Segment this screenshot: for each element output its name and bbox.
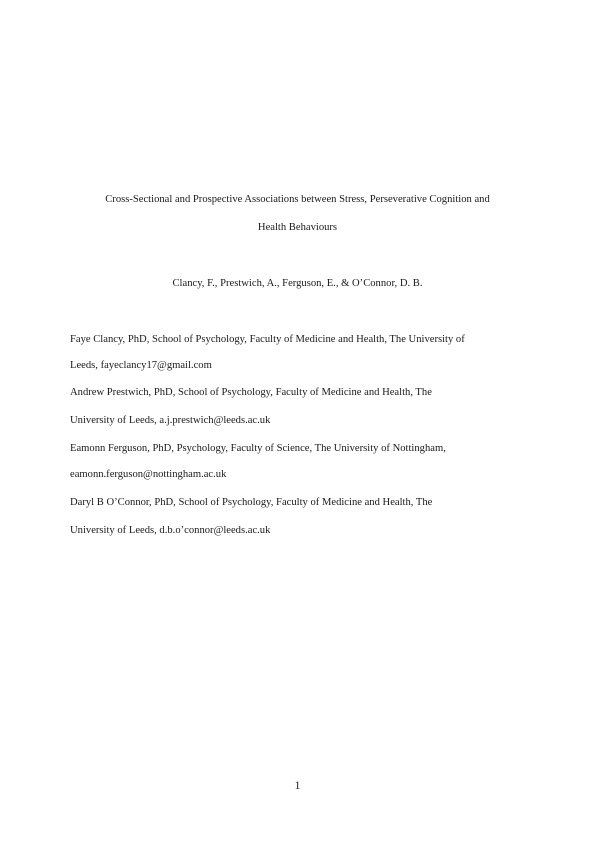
affiliation-2-line-1: Andrew Prestwich, PhD, School of Psychology, Faculty of Medicine and Health, The [70, 387, 432, 398]
page-number: 1 [294, 780, 301, 792]
affiliation-2-line-2: University of Leeds, a.j.prestwich@leeds.ac.uk [70, 415, 271, 426]
affiliation-4-line-2: University of Leeds, d.b.o’connor@leeds.ac.uk [70, 525, 271, 536]
affiliation-1-line-1: Faye Clancy, PhD, School of Psychology, Faculty of Medicine and Health, The University of [70, 334, 465, 345]
affiliation-3-line-1: Eamonn Ferguson, PhD, Psychology, Faculty of Science, The University of Nottingham, [70, 443, 446, 454]
affiliation-4-line-1: Daryl B O’Connor, PhD, School of Psychology, Faculty of Medicine and Health, The [70, 497, 433, 508]
paper-title-line-1: Cross-Sectional and Prospective Associations between Stress, Perseverative Cognition and [105, 194, 490, 205]
author-list: Clancy, F., Prestwich, A., Ferguson, E., & O’Connor, D. B. [172, 278, 423, 289]
paper-title-line-2: Health Behaviours [257, 222, 338, 233]
affiliation-1-line-2: Leeds, fayeclancy17@gmail.com [70, 360, 212, 371]
affiliation-3-line-2: eamonn.ferguson@nottingham.ac.uk [70, 469, 227, 480]
